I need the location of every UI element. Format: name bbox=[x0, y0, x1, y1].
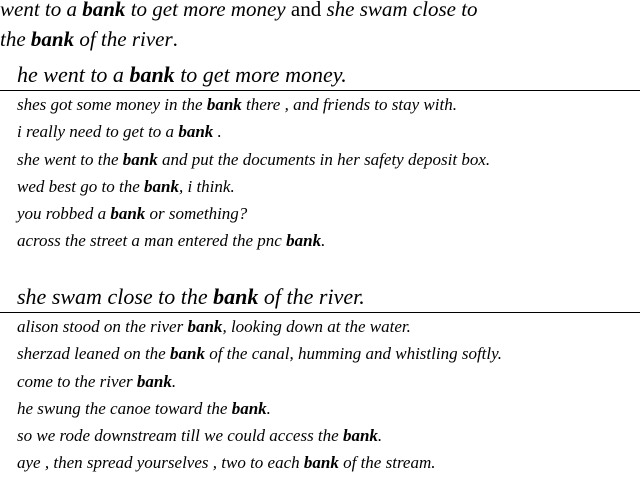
sentence-text: . bbox=[377, 426, 383, 446]
example-sentence bbox=[0, 340, 640, 367]
sentence-text: , looking down at the water. bbox=[222, 317, 411, 336]
example-sentence bbox=[0, 200, 640, 227]
sentence-text: of the stream. bbox=[338, 453, 436, 473]
sentence-text: aye , then spread yourselves , two to each bbox=[17, 453, 304, 473]
sentence-text: and put the documents in her safety deposit box. bbox=[157, 149, 491, 169]
keyword-bank: bank bbox=[178, 122, 214, 142]
example-sentence bbox=[0, 422, 640, 449]
keyword-bank: bank bbox=[303, 453, 339, 473]
example-sentence bbox=[0, 313, 640, 340]
intro-text bbox=[0, 0, 640, 54]
intro-text-span: . bbox=[172, 27, 178, 51]
sentence-text: she went to the bbox=[17, 149, 123, 169]
keyword-bank: bank bbox=[110, 204, 146, 224]
keyword-bank: bank bbox=[82, 0, 126, 21]
intro-text-span: to get more money bbox=[125, 0, 286, 21]
sentence-text: . bbox=[266, 398, 271, 418]
sentence-text: come to the river bbox=[17, 371, 137, 391]
example-sentence bbox=[0, 146, 640, 173]
keyword-bank: bank bbox=[30, 27, 75, 51]
sentence-text: he swung the canoe toward the bbox=[17, 398, 232, 418]
intro-text-span: she swam close to bbox=[326, 0, 478, 21]
keyword-bank: bank bbox=[129, 62, 175, 87]
sentence-text: of the canal, humming and whistling softly. bbox=[204, 344, 502, 364]
example-sentence bbox=[0, 118, 640, 145]
example-sentence bbox=[0, 449, 640, 476]
heading-text: he went to a bbox=[17, 62, 130, 87]
sentence-text: shes got some money in the bbox=[17, 95, 207, 114]
intro-text-span: the bbox=[0, 27, 31, 51]
sentence-text: , i think. bbox=[178, 176, 235, 196]
keyword-bank: bank bbox=[206, 95, 242, 114]
sentence-text: . bbox=[321, 231, 326, 251]
group-heading bbox=[0, 284, 640, 310]
keyword-bank: bank bbox=[136, 371, 172, 391]
keyword-bank: bank bbox=[213, 284, 259, 309]
heading-text: to get more money. bbox=[174, 62, 347, 87]
sentence-text: alison stood on the river bbox=[17, 317, 188, 336]
keyword-bank: bank bbox=[122, 149, 158, 169]
heading-text: of the river. bbox=[258, 284, 365, 309]
keyword-bank: bank bbox=[286, 231, 322, 251]
example-group-financial-bank bbox=[0, 62, 640, 255]
sentence-text: . bbox=[171, 371, 177, 391]
keyword-bank: bank bbox=[231, 398, 267, 418]
sentence-text: so we rode downstream till we could access the bbox=[17, 426, 343, 446]
example-sentence bbox=[0, 368, 640, 395]
group-heading bbox=[0, 62, 640, 88]
keyword-bank: bank bbox=[187, 317, 223, 336]
intro-text-span: of the river bbox=[74, 27, 173, 51]
intro-line-1 bbox=[0, 0, 640, 24]
intro-line-2 bbox=[0, 24, 640, 54]
sentence-text: or something? bbox=[145, 204, 248, 224]
intro-text-span: and bbox=[285, 0, 327, 21]
sentence-text: sherzad leaned on the bbox=[17, 344, 170, 364]
keyword-bank: bank bbox=[169, 344, 205, 364]
example-group-river-bank bbox=[0, 284, 640, 477]
sentence-text: you robbed a bbox=[17, 204, 111, 224]
sentence-text: i really need to get to a bbox=[17, 122, 179, 142]
sentence-text: wed best go to the bbox=[17, 176, 145, 196]
example-sentence bbox=[0, 91, 640, 118]
example-sentence bbox=[0, 395, 640, 422]
sentence-text: . bbox=[213, 122, 222, 142]
sentence-text: across the street a man entered the pnc bbox=[17, 231, 287, 251]
intro-text-span: went to a bbox=[0, 0, 83, 21]
keyword-bank: bank bbox=[342, 426, 378, 446]
keyword-bank: bank bbox=[144, 176, 179, 196]
sentence-text: there , and friends to stay with. bbox=[241, 95, 457, 114]
heading-text: she swam close to the bbox=[17, 284, 214, 309]
example-sentence bbox=[0, 227, 640, 254]
example-sentence bbox=[0, 173, 640, 200]
